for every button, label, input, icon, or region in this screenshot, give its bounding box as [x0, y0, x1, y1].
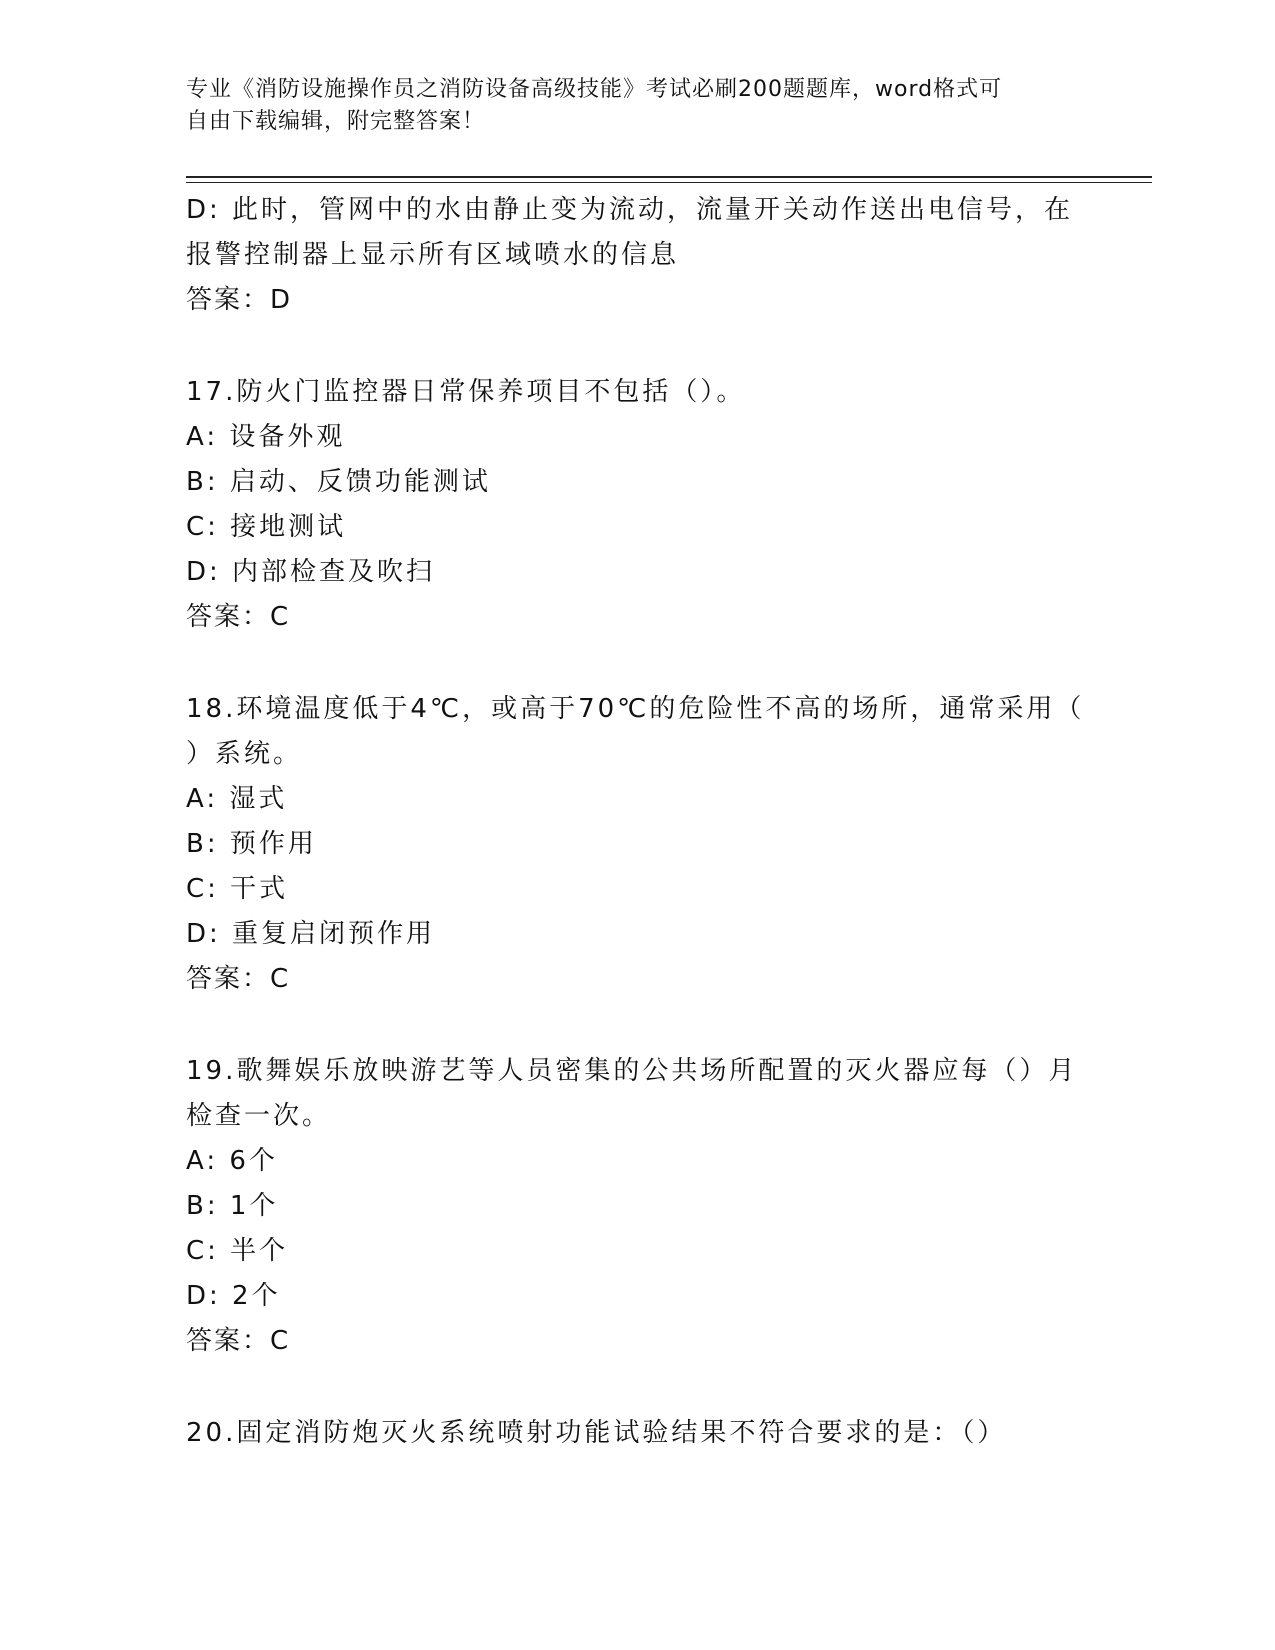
question-16-tail: [186, 188, 1086, 323]
header-divider-thin: [186, 182, 1152, 183]
header-line-2: 自由下载编辑，附完整答案！: [186, 109, 486, 134]
question-18: [186, 687, 1086, 1002]
question-stem-line-2: ）系统。: [186, 739, 303, 769]
option-b: B: 1个: [186, 1191, 279, 1221]
question-17: [186, 370, 1086, 640]
question-20: [186, 1411, 1086, 1456]
question-stem: 20.固定消防炮灭火系统喷射功能试验结果不符合要求的是：（）: [186, 1418, 1007, 1448]
header-divider-thick: [186, 176, 1152, 178]
option-a: A: 6个: [186, 1146, 278, 1176]
question-stem-line-1: 18.环境温度低于4℃，或高于70℃的危险性不高的场所，通常采用（: [186, 694, 1085, 724]
option-b: B: 启动、反馈功能测试: [186, 467, 491, 497]
spacer: [186, 1002, 1086, 1049]
option-c: C: 干式: [186, 874, 289, 904]
spacer: [186, 1364, 1086, 1411]
question-19: [186, 1049, 1086, 1364]
question-list: [186, 188, 1086, 1456]
option-c: C: 半个: [186, 1236, 289, 1266]
spacer: [186, 640, 1086, 687]
spacer: [186, 323, 1086, 370]
option-d-line-1: D: 此时，管网中的水由静止变为流动，流量开关动作送出电信号，在: [186, 195, 1074, 225]
option-a: A: 设备外观: [186, 422, 346, 452]
document-header: [186, 74, 1066, 138]
option-d: D: 重复启闭预作用: [186, 919, 436, 949]
option-d-line-2: 报警控制器上显示所有区域喷水的信息: [186, 240, 680, 270]
option-b: B: 预作用: [186, 829, 317, 859]
question-stem: 17.防火门监控器日常保养项目不包括（）。: [186, 377, 746, 407]
header-line-1: 专业《消防设施操作员之消防设备高级技能》考试必刷200题题库，word格式可: [186, 77, 1003, 102]
answer: 答案：D: [186, 285, 293, 315]
option-d: D: 内部检查及吹扫: [186, 557, 436, 587]
question-stem-line-2: 检查一次。: [186, 1101, 332, 1131]
option-a: A: 湿式: [186, 784, 288, 814]
answer: 答案：C: [186, 1326, 291, 1356]
answer: 答案：C: [186, 602, 291, 632]
option-c: C: 接地测试: [186, 512, 347, 542]
answer: 答案：C: [186, 964, 291, 994]
option-d: D: 2个: [186, 1281, 281, 1311]
question-stem-line-1: 19.歌舞娱乐放映游艺等人员密集的公共场所配置的灭火器应每（）月: [186, 1056, 1078, 1086]
